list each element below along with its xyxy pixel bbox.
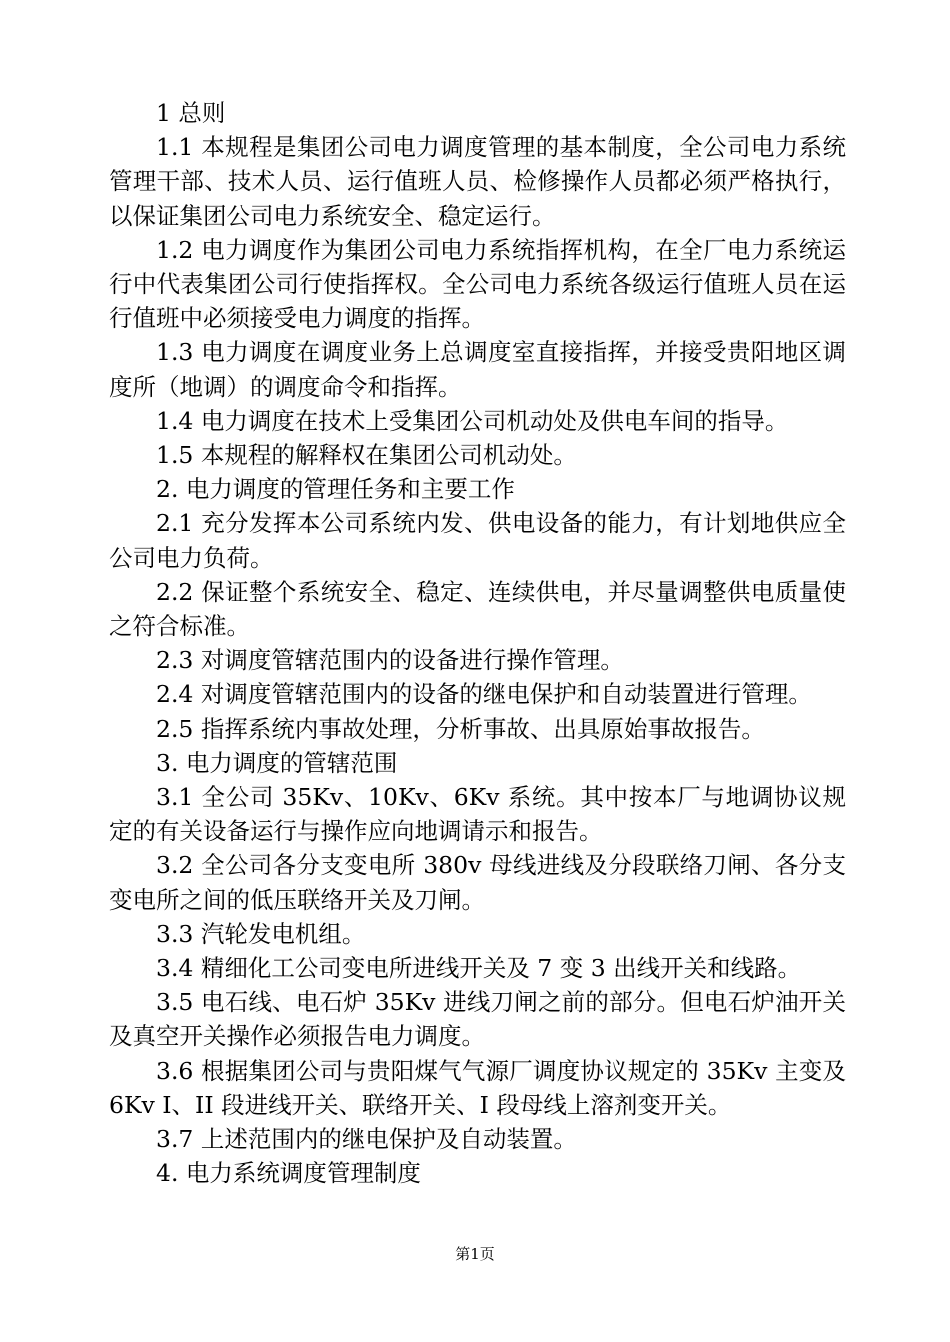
paragraph-3-3: 3.3 汽轮发电机组。 bbox=[156, 919, 366, 948]
paragraph-1-4: 1.4 电力调度在技术上受集团公司机动处及供电车间的指导。 bbox=[156, 406, 789, 435]
page-number: 第1页 bbox=[455, 1245, 495, 1263]
document-body bbox=[109, 96, 846, 1191]
paragraph-2-3: 2.3 对调度管辖范围内的设备进行操作管理。 bbox=[156, 646, 624, 675]
heading-section-4: 4. 电力系统调度管理制度 bbox=[156, 1159, 421, 1188]
paragraph-3-1: 3.1 全公司 35Kv、10Kv、6Kv 系统。其中按本厂与地调协议规定的有关设备运行与操作应向地调请示和报告。 bbox=[109, 783, 846, 846]
paragraph-2-5: 2.5 指挥系统内事故处理，分析事故、出具原始事故报告。 bbox=[156, 714, 765, 743]
paragraph-1-1: 1.1 本规程是集团公司电力调度管理的基本制度，全公司电力系统管理干部、技术人员、运行值班人员、检修操作人员都必须严格执行，以保证集团公司电力系统安全、稳定运行。 bbox=[109, 133, 846, 230]
paragraph-3-7: 3.7 上述范围内的继电保护及自动装置。 bbox=[156, 1125, 577, 1154]
paragraph-1-2: 1.2 电力调度作为集团公司电力系统指挥机构，在全厂电力系统运行中代表集团公司行使指挥权。全公司电力系统各级运行值班人员在运行值班中必须接受电力调度的指挥。 bbox=[109, 235, 846, 333]
heading-section-3: 3. 电力调度的管辖范围 bbox=[156, 748, 398, 777]
paragraph-1-5: 1.5 本规程的解释权在集团公司机动处。 bbox=[156, 441, 577, 470]
heading-general: 1 总则 bbox=[156, 99, 226, 127]
paragraph-3-6: 3.6 根据集团公司与贵阳煤气气源厂调度协议规定的 35Kv 主变及 6Kv I、II 段进线开关、联络开关、I 段母线上溶剂变开关。 bbox=[109, 1056, 846, 1119]
paragraph-2-1: 2.1 充分发挥本公司系统内发、供电设备的能力，有计划地供应全公司电力负荷。 bbox=[109, 509, 846, 572]
heading-section-2: 2. 电力调度的管理任务和主要工作 bbox=[156, 475, 515, 504]
paragraph-3-5: 3.5 电石线、电石炉 35Kv 进线刀闸之前的部分。但电石炉油开关及真空开关操作必须报告电力调度。 bbox=[109, 988, 846, 1051]
paragraph-2-4: 2.4 对调度管辖范围内的设备的继电保护和自动装置进行管理。 bbox=[156, 680, 812, 709]
paragraph-3-2: 3.2 全公司各分支变电所 380v 母线进线及分段联络刀闸、各分支变电所之间的低压联络开关及刀闸。 bbox=[109, 851, 846, 914]
paragraph-3-4: 3.4 精细化工公司变电所进线开关及 7 变 3 出线开关和线路。 bbox=[156, 954, 802, 983]
paragraph-2-2: 2.2 保证整个系统安全、稳定、连续供电，并尽量调整供电质量使之符合标准。 bbox=[109, 577, 846, 641]
paragraph-1-3: 1.3 电力调度在调度业务上总调度室直接指挥，并接受贵阳地区调度所（地调）的调度命令和指挥。 bbox=[109, 338, 846, 401]
